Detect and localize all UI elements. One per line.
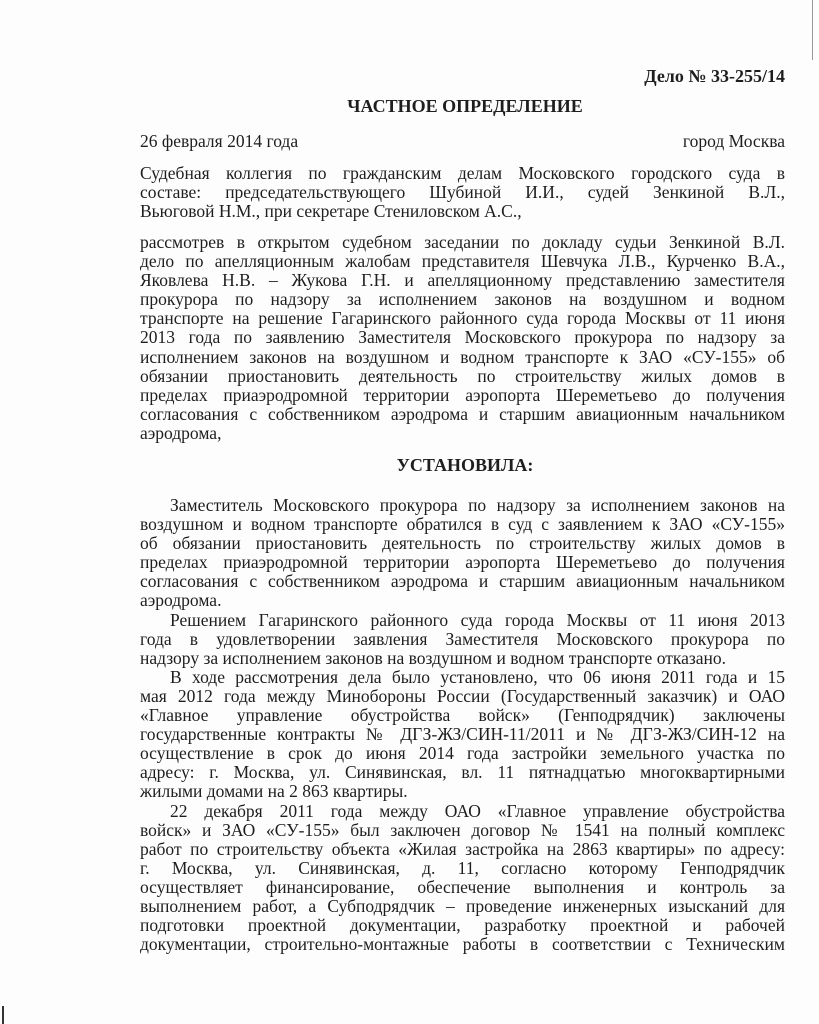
text-line: воздушном и водном транспорте обратился в суд с заявлением к ЗАО «СУ-155»	[140, 514, 785, 535]
text-line: согласования с собственником аэродрома и старшим авиационным начальником	[140, 571, 785, 592]
text-line: выполнением работ, а Субподрядчик – проведение инженерных изысканий для	[140, 895, 785, 916]
text-line: государственные контракты № ДГЗ-ЖЗ/СИН-11/2011 и № ДГЗ-ЖЗ/СИН-12 на	[140, 724, 785, 745]
text-line: согласования с собственником аэродрома и старшим авиационным начальником	[140, 403, 785, 424]
text-line: г. Москва, ул. Синявинская, д. 11, согласно которому Генподрядчик	[140, 857, 785, 878]
paragraph	[140, 802, 785, 955]
text-line: осуществление в срок до июня 2014 года застройки земельного участка по	[140, 743, 785, 764]
text-line: В ходе рассмотрения дела было установлено, что 06 июня 2011 года и 15	[170, 666, 785, 687]
text-line: аэродрома.	[140, 590, 222, 611]
findings-body	[140, 496, 785, 954]
text-line: Вьюговой Н.М., при секретаре Стениловском А.С.,	[140, 201, 522, 222]
text-line: Яковлева Н.В. – Жукова Г.Н. и апелляционному представлению заместителя	[140, 270, 785, 291]
text-line: транспорте на решение Гагаринского районного суда города Москвы от 11 июня	[140, 308, 785, 329]
text-line: рассмотрев в открытом судебном заседании по докладу судьи Зенкиной В.Л.	[140, 232, 785, 252]
text-line: жилыми домами на 2 863 квартиры.	[140, 781, 408, 802]
text-line: обязании приостановить деятельность по строительству жилых домов в	[140, 365, 785, 386]
text-line: войск» и ЗАО «СУ-155» был заключен договор № 1541 на полный комплекс	[140, 819, 785, 840]
text-line: документации, строительно-монтажные работы в соответствии с Техническим	[140, 934, 785, 955]
text-line: исполнением законов на воздушном и водном транспорте к ЗАО «СУ-155» об	[140, 346, 785, 367]
scan-edge-mark	[2, 1006, 4, 1024]
text-line: Заместитель Московского прокурора по надзору за исполнением законов на	[170, 495, 785, 515]
paragraph	[140, 496, 785, 611]
court-composition	[140, 164, 785, 221]
text-line: «Главное управление обустройства войск» (Генподрядчик) заключены	[140, 705, 785, 726]
text-line: аэродрома,	[140, 422, 222, 443]
paragraph	[140, 233, 785, 443]
text-line: адресу: г. Москва, ул. Синявинская, вл. 11 пятнадцатью многоквартирными	[140, 762, 785, 783]
paragraph	[140, 611, 785, 668]
document-title: ЧАСТНОЕ ОПРЕДЕЛЕНИЕ	[347, 96, 583, 116]
text-line: Решением Гагаринского районного суда города Москвы от 11 июня 2013	[170, 609, 785, 630]
text-line: года в удовлетворении заявления Заместителя Московского прокурора по	[140, 628, 785, 649]
scan-edge-mark	[812, 0, 819, 60]
text-line: прокурора по надзору за исполнением законов на воздушном и водном	[140, 289, 785, 310]
document-date: 26 февраля 2014 года	[140, 131, 299, 151]
text-line: подготовки проектной документации, разработку проектной и рабочей	[140, 915, 785, 936]
text-line: 2013 года по заявлению Заместителя Московского прокурора по надзору за	[140, 327, 785, 348]
section-heading: УСТАНОВИЛА:	[396, 455, 534, 475]
paragraph	[140, 668, 785, 802]
paragraph	[140, 164, 785, 221]
text-line: Судебная коллегия по гражданским делам Московского городского суда в	[140, 163, 785, 183]
text-line: 22 декабря 2011 года между ОАО «Главное управление обустройства	[170, 800, 785, 821]
text-line: работ по строительству объекта «Жилая застройка на 2863 квартиры» по адресу:	[140, 838, 785, 859]
text-line: надзору за исполнением законов на воздушном и водном транспорте отказано.	[140, 647, 727, 668]
text-line: дело по апелляционным жалобам представителя Шевчука Л.В., Курченко В.А.,	[140, 251, 785, 272]
case-number: Дело № 33-255/14	[644, 66, 785, 86]
text-line: об обязании приостановить деятельность по строительству жилых домов в	[140, 533, 785, 554]
case-considered	[140, 233, 785, 443]
text-line: пределах приаэродромной территории аэропорта Шереметьево до получения	[140, 552, 785, 573]
text-line: пределах приаэродромной территории аэропорта Шереметьево до получения	[140, 384, 785, 405]
text-line: мая 2012 года между Минобороны России (Государственный заказчик) и ОАО	[140, 685, 785, 706]
text-line: составе: председательствующего Шубиной И.И., судей Зенкиной В.Л.,	[140, 182, 785, 203]
document-city: город Москва	[682, 131, 785, 151]
text-line: осуществляет финансирование, обеспечение выполнения и контроль за	[140, 876, 785, 897]
